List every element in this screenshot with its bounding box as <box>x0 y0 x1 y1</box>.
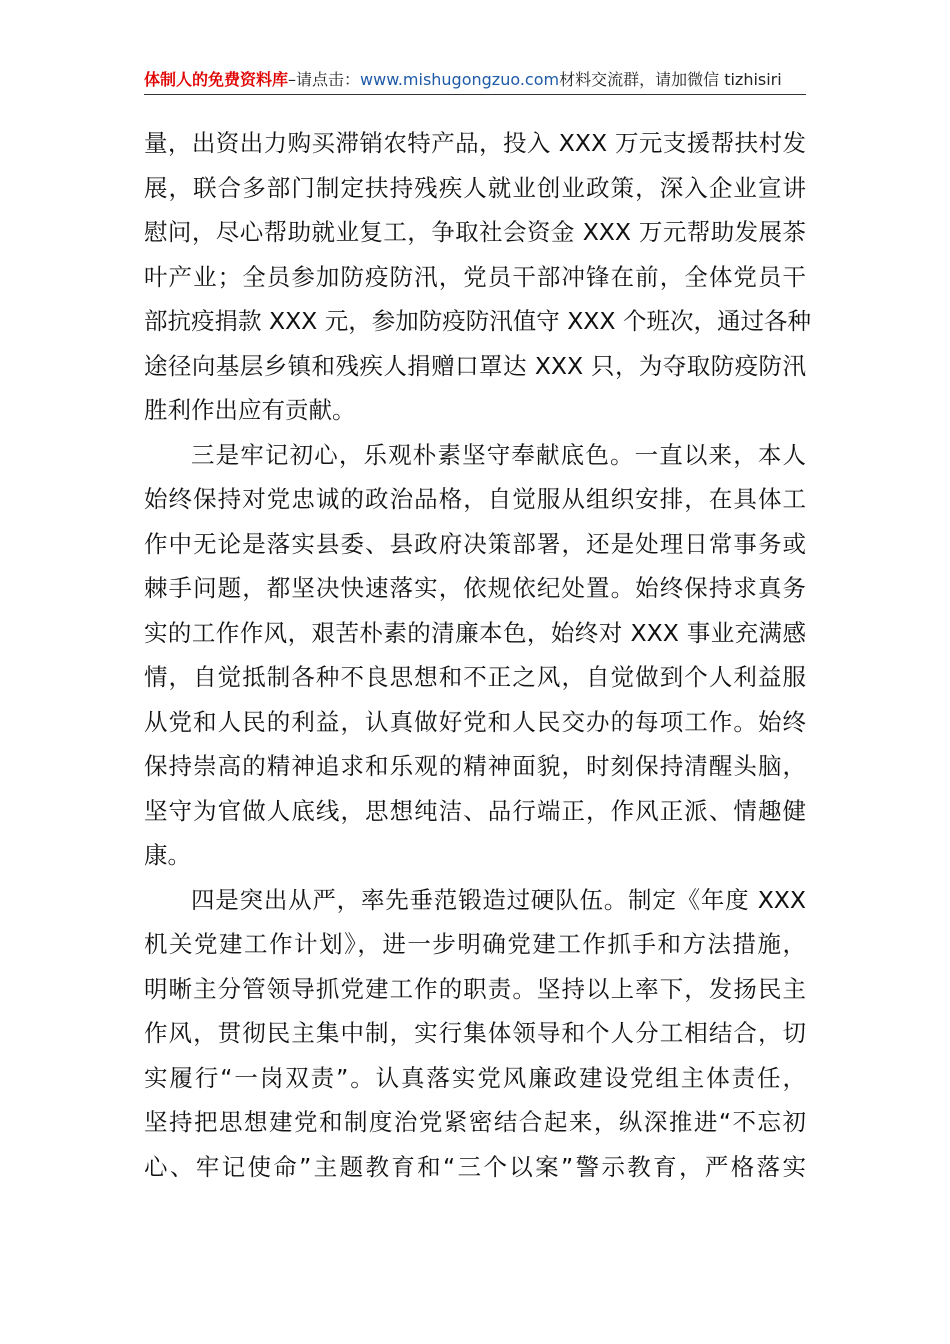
text-line: 部抗疫捐款 XXX 元，参加防疫防汛值守 XXX 个班次，通过各种 <box>144 307 811 335</box>
text-line: 三是牢记初心，乐观朴素坚守奉献底色。一直以来，本人 <box>191 440 806 469</box>
document-body <box>144 121 811 1189</box>
header-prompt: –请点击： <box>288 70 361 89</box>
page-header <box>144 66 806 95</box>
text-line: 展，联合多部门制定扶持残疾人就业创业政策，深入企业宣讲 <box>144 173 806 202</box>
text-line: 胜利作出应有贡献。 <box>144 396 356 424</box>
text-line: 情，自觉抵制各种不良思想和不正之风，自觉做到个人利益服 <box>144 663 806 691</box>
text-line: 康。 <box>144 841 191 869</box>
text-line: 量，出资出力购买滞销农特产品，投入 XXX 万元支援帮扶村发 <box>144 129 806 157</box>
text-line: 坚守为官做人底线，思想纯洁、品行端正，作风正派、情趣健 <box>144 796 806 825</box>
header-brand: 体制人的免费资料库 <box>144 70 289 89</box>
text-line: 机关党建工作计划》，进一步明确党建工作抓手和方法措施， <box>144 930 806 958</box>
header-link[interactable]: www.mishugongzuo.com <box>360 70 560 89</box>
text-line: 坚持把思想建党和制度治党紧密结合起来，纵深推进“不忘初 <box>144 1108 806 1136</box>
text-line: 棘手问题，都坚决快速落实，依规依纪处置。始终保持求真务 <box>144 574 806 602</box>
text-line: 作风，贯彻民主集中制，实行集体领导和个人分工相结合，切 <box>144 1019 806 1047</box>
text-line: 始终保持对党忠诚的政治品格，自觉服从组织安排，在具体工 <box>144 485 806 513</box>
text-line: 心、牢记使命”主题教育和“三个以案”警示教育，严格落实 <box>144 1152 806 1181</box>
text-line: 叶产业；全员参加防疫防汛，党员干部冲锋在前，全体党员干 <box>144 262 806 291</box>
text-line: 实履行“一岗双责”。认真落实党风廉政建设党组主体责任， <box>144 1063 806 1092</box>
text-line: 从党和人民的利益，认真做好党和人民交办的每项工作。始终 <box>144 707 806 736</box>
text-line: 四是突出从严，率先垂范锻造过硬队伍。制定《年度 XXX <box>191 885 806 914</box>
header-note: 材料交流群，请加微信 tizhisiri <box>559 70 782 89</box>
text-line: 明晰主分管领导抓党建工作的职责。坚持以上率下，发扬民主 <box>144 974 806 1003</box>
text-line: 途径向基层乡镇和残疾人捐赠口罩达 XXX 只，为夺取防疫防汛 <box>144 351 806 380</box>
text-line: 实的工作作风，艰苦朴素的清廉本色，始终对 XXX 事业充满感 <box>144 618 806 647</box>
text-line: 保持崇高的精神追求和乐观的精神面貌，时刻保持清醒头脑， <box>144 752 806 780</box>
text-line: 作中无论是落实县委、县政府决策部署，还是处理日常事务或 <box>144 529 806 558</box>
text-line: 慰问，尽心帮助就业复工，争取社会资金 XXX 万元帮助发展茶 <box>144 218 806 246</box>
